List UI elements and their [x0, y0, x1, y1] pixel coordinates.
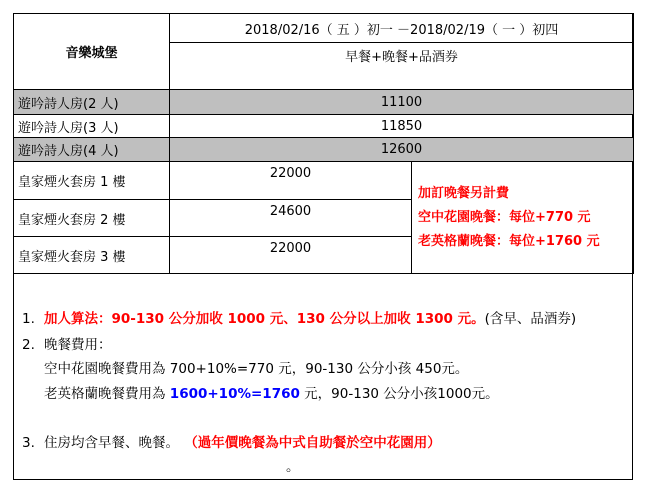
trailing-period: 。: [286, 459, 300, 475]
suite-name: 皇家煙火套房 3 樓: [14, 237, 170, 274]
suite-price: 22000: [170, 237, 412, 274]
package-header: 早餐+晚餐+品酒券: [170, 43, 634, 90]
hotel-name: 音樂城堡: [14, 14, 170, 90]
dinner-note-england: 老英格蘭晚餐：每位+1760 元: [418, 233, 600, 249]
note-number: 2.: [22, 337, 35, 353]
note-3: [22, 431, 441, 451]
england-fee-label: 老英格蘭晚餐費用為: [44, 386, 170, 402]
dinner-fee-title: 晚餐費用：: [44, 337, 112, 353]
price-table: [13, 13, 634, 274]
garden-dinner-fee: 空中花園晚餐費用為 700+10%=770 元，90-130 公分小孩 450元。: [44, 361, 469, 377]
table-row: [14, 162, 634, 200]
room-name: 遊吟詩人房(3 人): [14, 115, 170, 138]
surcharge-includes: (含早、品酒券): [484, 311, 577, 327]
suite-price: 22000: [170, 162, 412, 200]
england-fee-formula: 1600+10%=1760: [169, 386, 300, 402]
dinner-note-garden: 空中花園晚餐：每位+770 元: [418, 209, 591, 225]
dinner-note: [412, 162, 634, 274]
table-row: [14, 138, 634, 162]
dinner-note-title: 加訂晚餐另計費: [418, 185, 510, 201]
table-row: [14, 90, 634, 115]
note-2: [22, 333, 112, 353]
room-name: 遊吟詩人房(4 人): [14, 138, 170, 162]
room-price: 11100: [170, 90, 634, 115]
note-1: [22, 307, 576, 327]
suite-name: 皇家煙火套房 1 樓: [14, 162, 170, 200]
note-number: 1.: [22, 311, 35, 327]
room-price: 12600: [170, 138, 634, 162]
surcharge-rule: 加人算法：90-130 公分加收 1000 元、130 公分以上加收 1300 元。: [44, 311, 485, 327]
table-row: [14, 115, 634, 138]
note-number: 3.: [22, 435, 35, 451]
room-name: 遊吟詩人房(2 人): [14, 90, 170, 115]
meal-inclusion: 住房均含早餐、晚餐。: [44, 435, 179, 451]
england-fee-child: 元，90-130 公分小孩1000元。: [299, 386, 499, 402]
suite-name: 皇家煙火套房 2 樓: [14, 200, 170, 237]
room-price: 11850: [170, 115, 634, 138]
new-year-dinner-note: （過年價晚餐為中式自助餐於空中花園用）: [191, 435, 441, 451]
england-dinner-fee: [44, 382, 499, 402]
period-header: 2018/02/16（ 五 ）初一 －2018/02/19（ 一 ）初四: [170, 14, 634, 43]
suite-price: 24600: [170, 200, 412, 237]
